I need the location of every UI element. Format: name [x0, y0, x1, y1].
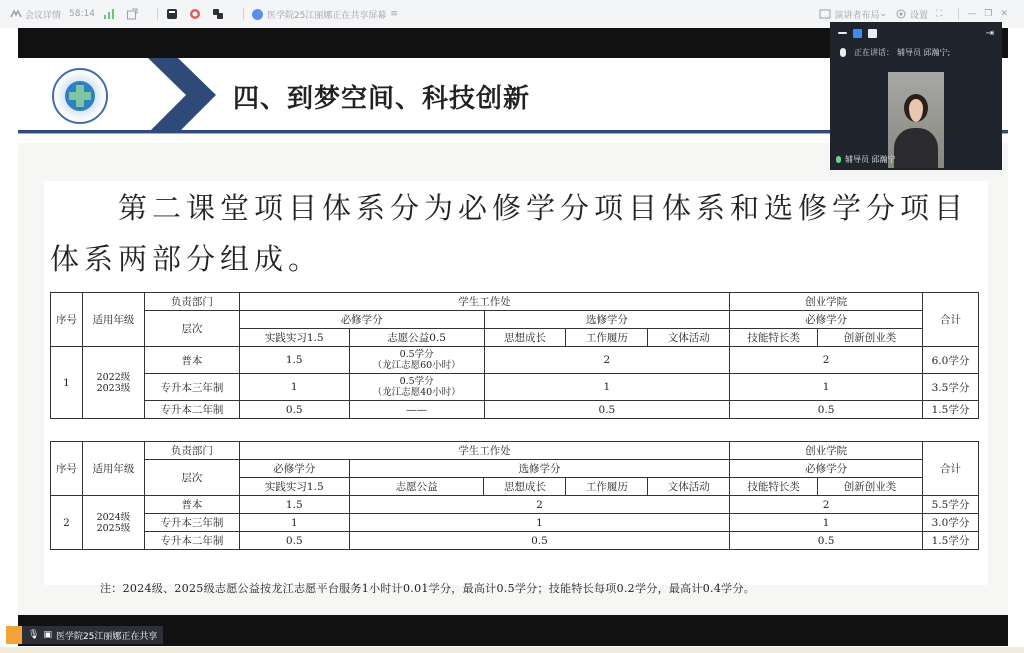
header-elective: 选修学分 [484, 311, 730, 329]
row-total: 1.5学分 [922, 532, 978, 550]
chevron-down-icon: ⌄ [879, 9, 888, 19]
row-level: 专升本二年制 [144, 532, 239, 550]
toolbar-divider [243, 8, 244, 20]
header-required-b: 必修学分 [730, 311, 923, 329]
row-skills: 1 [730, 374, 923, 401]
popout-icon[interactable] [126, 8, 141, 20]
participant-name-tag [836, 154, 896, 165]
col-work: 工作履历 [566, 478, 648, 496]
col-work: 工作履历 [566, 329, 648, 347]
row-skills: 1 [730, 514, 923, 532]
toolbar-divider [157, 8, 158, 20]
col-sports: 文体活动 [648, 329, 730, 347]
table-note: 注：2024级、2025级志愿公益按龙江志愿平台服务1小时计0.01学分，最高计0.5学分；技能特长每项0.2学分，最高计0.4学分。 [100, 582, 756, 595]
panel-controls [830, 22, 1002, 44]
row-elective: 2 [349, 496, 729, 514]
meeting-details-label: 会议详情 [25, 10, 62, 21]
row-level: 专升本三年制 [144, 514, 239, 532]
col-volunteer: 志愿公益 [349, 478, 484, 496]
toolbar-divider [958, 8, 959, 20]
minimize-icon[interactable]: — [967, 9, 977, 19]
row-practice: 1 [239, 374, 349, 401]
header-grade: 适用年级 [82, 293, 144, 347]
col-innovation: 创新创业类 [818, 329, 923, 347]
single-view-icon[interactable] [853, 29, 862, 38]
row-level: 专升本二年制 [144, 401, 239, 419]
table-row [51, 374, 979, 401]
settings-label: 设置 [910, 10, 929, 21]
table-row [51, 401, 979, 419]
header-total: 合计 [922, 293, 978, 347]
header-no: 序号 [51, 442, 83, 496]
row-practice: 0.5 [239, 532, 349, 550]
row-skills: 0.5 [730, 401, 923, 419]
row-practice: 1.5 [239, 496, 349, 514]
row-volunteer: 0.5学分 （龙江志愿60小时） [349, 347, 484, 374]
row-elective: 0.5 [484, 401, 730, 419]
header-no: 序号 [51, 293, 83, 347]
row-total: 1.5学分 [922, 401, 978, 419]
signal-icon [103, 8, 118, 20]
speaker-panel [830, 22, 1002, 170]
row-skills: 2 [730, 347, 923, 374]
collapse-panel-icon[interactable]: ⇥ [985, 27, 994, 39]
table-row [51, 532, 979, 550]
speaking-label: 正在讲话： [854, 47, 894, 57]
table-row [51, 347, 979, 374]
layout-icon [819, 8, 831, 20]
row-no: 1 [51, 347, 83, 419]
row-elective: 1 [484, 374, 730, 401]
col-sports: 文体活动 [648, 478, 730, 496]
fullscreen-icon[interactable]: ⛶ [936, 9, 943, 19]
intro-paragraph: 第二课堂项目体系分为必修学分项目体系和选修学分项目体系两部分组成。 [50, 191, 969, 276]
row-no: 2 [51, 496, 83, 550]
sharing-badge[interactable] [6, 626, 163, 644]
header-elective: 选修学分 [349, 460, 729, 478]
gear-icon [895, 8, 907, 20]
row-total: 5.5学分 [922, 496, 978, 514]
col-practice: 实践实习1.5 [239, 478, 349, 496]
row-practice: 1.5 [239, 347, 349, 374]
participant-name: 辅导员 邱瀚宁 [845, 155, 896, 164]
whiteboard-icon[interactable] [166, 8, 181, 20]
bottom-bar [0, 626, 1024, 653]
speaking-indicator [830, 44, 1002, 60]
sharing-label: 医学院25江丽娜正在共享 [55, 631, 158, 642]
screen-share-icon: ▣ [43, 630, 52, 640]
row-grades: 2022级 2023级 [82, 347, 144, 419]
row-skills: 2 [730, 496, 923, 514]
dept-entrepreneurship: 创业学院 [730, 442, 923, 460]
meeting-details-button[interactable] [10, 8, 61, 21]
restore-icon[interactable]: ❐ [984, 9, 993, 19]
col-innovation: 创新创业类 [818, 478, 923, 496]
col-skills: 技能特长类 [730, 329, 818, 347]
row-total: 3.0学分 [922, 514, 978, 532]
row-practice: 0.5 [239, 401, 349, 419]
row-practice: 1 [239, 514, 349, 532]
slide-body [18, 143, 1008, 615]
participant-face [904, 94, 928, 122]
mic-active-icon [836, 156, 841, 163]
list-view-icon[interactable] [868, 29, 877, 38]
col-skills: 技能特长类 [730, 478, 818, 496]
row-volunteer: 0.5学分 （龙江志愿40小时） [349, 374, 484, 401]
col-ideology: 思想成长 [484, 478, 566, 496]
presenter-layout-button[interactable] [819, 8, 887, 21]
record-icon[interactable] [189, 8, 204, 20]
col-volunteer: 志愿公益0.5 [349, 329, 484, 347]
row-level: 普本 [144, 347, 239, 374]
meeting-logo-icon [10, 8, 22, 20]
chevron-right-icon [148, 58, 218, 133]
header-level: 层次 [144, 460, 239, 496]
header-total: 合计 [922, 442, 978, 496]
participant-body [894, 128, 938, 168]
menu-icon[interactable]: ≡ [390, 9, 398, 19]
dept-student-affairs: 学生工作处 [239, 442, 729, 460]
slide-title: 四、到梦空间、科技创新 [233, 84, 531, 114]
row-level: 专升本三年制 [144, 374, 239, 401]
row-level: 普本 [144, 496, 239, 514]
user-icon [6, 626, 22, 644]
minimize-panel-icon[interactable] [838, 32, 847, 34]
mic-off-icon: 🎙 [28, 630, 40, 640]
sharing-icon [252, 9, 263, 20]
row-skills: 0.5 [730, 532, 923, 550]
row-elective: 0.5 [349, 532, 729, 550]
header-dept: 负责部门 [144, 442, 239, 460]
col-ideology: 思想成长 [484, 329, 566, 347]
col-practice: 实践实习1.5 [239, 329, 349, 347]
row-volunteer: —— [349, 401, 484, 419]
row-elective: 1 [349, 514, 729, 532]
mic-icon [840, 48, 846, 57]
dept-entrepreneurship: 创业学院 [730, 293, 923, 311]
taskbar-strip [0, 647, 1024, 653]
header-required-b: 必修学分 [730, 460, 923, 478]
apps-icon[interactable] [212, 8, 227, 20]
header-dept: 负责部门 [144, 293, 239, 311]
header-required: 必修学分 [239, 460, 349, 478]
row-total: 3.5学分 [922, 374, 978, 401]
header-grade: 适用年级 [82, 442, 144, 496]
university-logo [52, 68, 108, 124]
close-icon[interactable]: ✕ [1000, 9, 1008, 19]
sharing-title: 医学院25江丽娜正在共享屏幕 [266, 10, 387, 21]
row-grades: 2024级 2025级 [82, 496, 144, 550]
header-required: 必修学分 [239, 311, 484, 329]
meeting-timer: 58:14 [69, 9, 95, 19]
row-elective: 2 [484, 347, 730, 374]
row-total: 6.0学分 [922, 347, 978, 374]
credit-table-2024-2025 [50, 441, 979, 550]
table-row [51, 514, 979, 532]
credit-table-2022-2023 [50, 292, 979, 419]
sharing-status [252, 8, 398, 21]
header-level: 层次 [144, 311, 239, 347]
dept-student-affairs: 学生工作处 [239, 293, 729, 311]
participant-video[interactable] [888, 72, 944, 168]
settings-button[interactable] [895, 8, 928, 21]
table-row [51, 496, 979, 514]
presenter-layout-label: 演讲者布局 [834, 10, 880, 21]
speaking-name: 辅导员 邱瀚宁; [897, 47, 951, 57]
